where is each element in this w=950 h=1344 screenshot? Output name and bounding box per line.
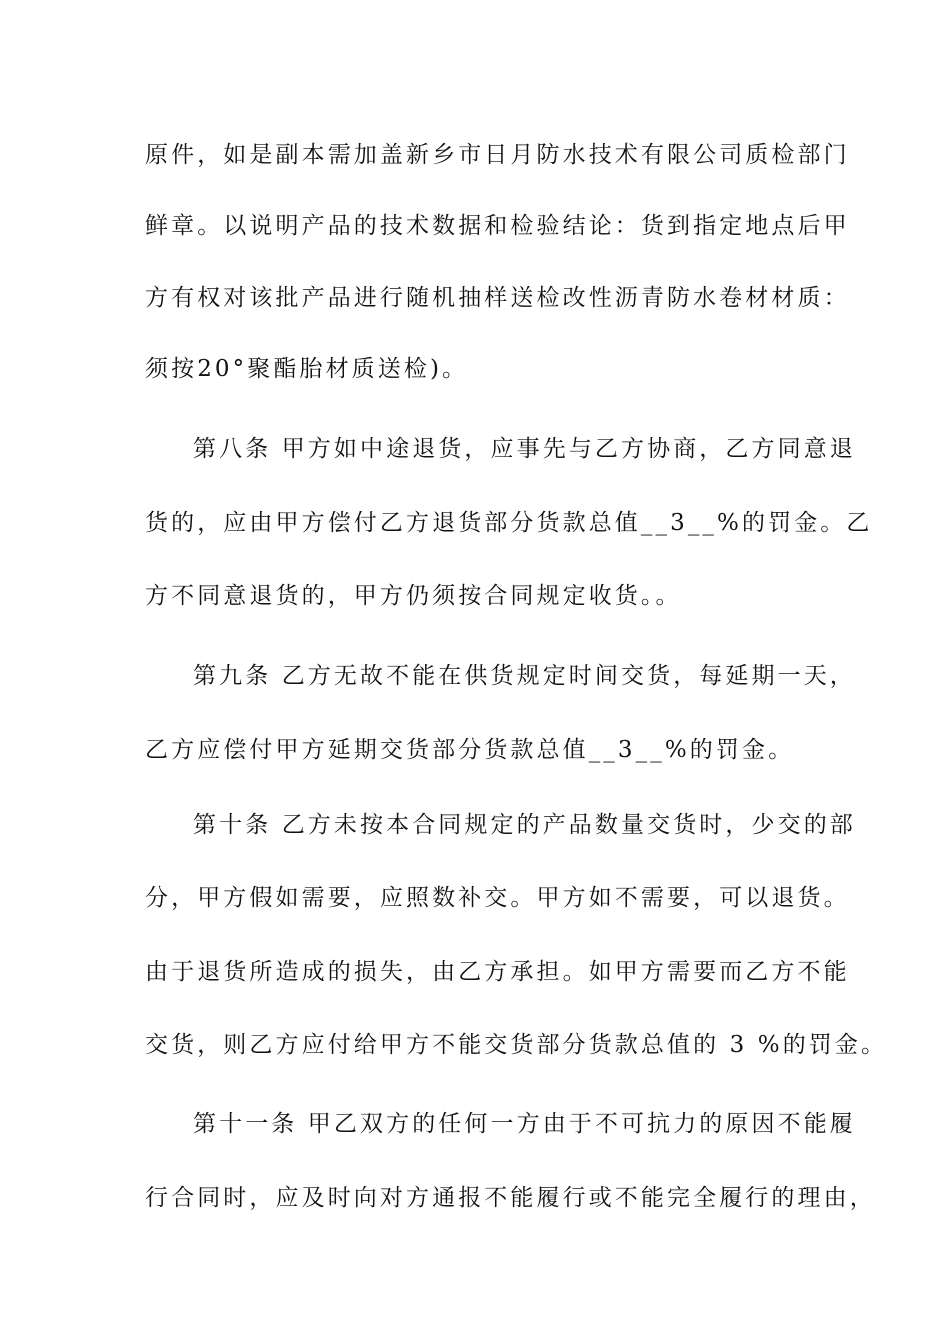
text-line: 须按20°聚酯胎材质送检)。 — [145, 356, 469, 382]
text-line: 乙方应偿付甲方延期交货部分货款总值__3__%的罚金。 — [145, 737, 795, 763]
text-line: 由于退货所造成的损失，由乙方承担。如甲方需要而乙方不能 — [145, 959, 850, 985]
text-line: 方有权对该批产品进行随机抽样送检改性沥青防水卷材材质： — [145, 285, 850, 311]
paragraph-start-line: 第十条 乙方未按本合同规定的产品数量交货时，少交的部 — [193, 812, 856, 838]
text-line: 分，甲方假如需要，应照数补交。甲方如不需要，可以退货。 — [145, 885, 850, 911]
text-line: 鲜章。以说明产品的技术数据和检验结论：货到指定地点后甲 — [145, 213, 850, 239]
text-line: 原件，如是副本需加盖新乡市日月防水技术有限公司质检部门 — [145, 142, 850, 168]
text-line: 方不同意退货的，甲方仍须按合同规定收货。。 — [145, 583, 682, 609]
text-line: 交货，则乙方应付给甲方不能交货部分货款总值的 3 %的罚金。 — [145, 1032, 888, 1058]
text-line: 行合同时，应及时向对方通报不能履行或不能完全履行的理由， — [145, 1185, 876, 1211]
paragraph-start-line: 第八条 甲方如中途退货，应事先与乙方协商，乙方同意退 — [193, 436, 856, 462]
paragraph-start-line: 第九条 乙方无故不能在供货规定时间交货，每延期一天， — [193, 663, 856, 689]
paragraph-start-line: 第十一条 甲乙双方的任何一方由于不可抗力的原因不能履 — [193, 1111, 856, 1137]
text-line: 货的，应由甲方偿付乙方退货部分货款总值__3__%的罚金。乙 — [145, 510, 873, 536]
